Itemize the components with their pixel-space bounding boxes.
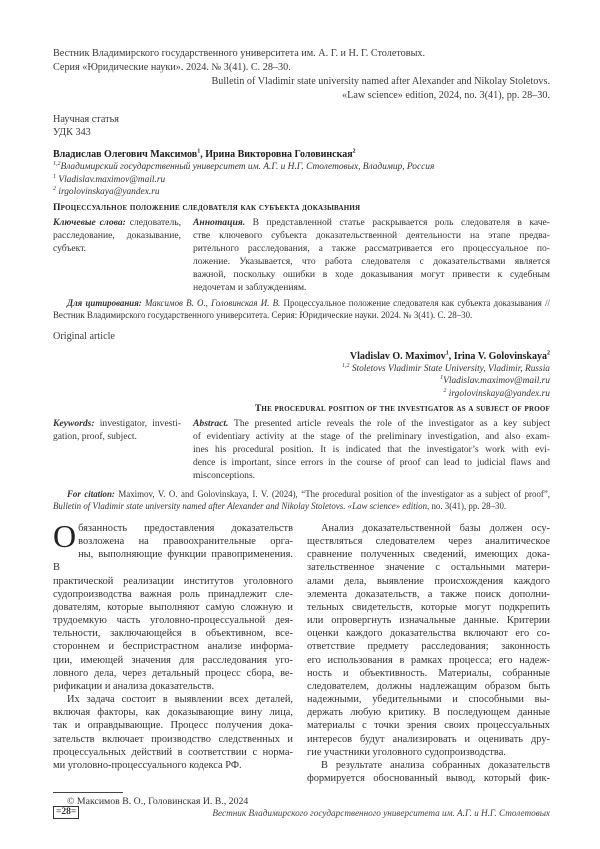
- sup: 2: [547, 350, 550, 356]
- en-article-type: Original article: [53, 330, 550, 344]
- abstract-lines: [193, 229, 550, 294]
- header-en-line2: «Law science» edition, 2024, no. 3(41), pp. 28–30.: [53, 89, 550, 103]
- copyright: © Максимов В. О., Головинская И. В., 2024: [53, 796, 293, 808]
- text-line: рификации и анализа доказательств.: [53, 680, 293, 693]
- text-line: оценки каждого доказательства включают его со-: [307, 627, 550, 640]
- text-line: интересов будут анализировать и оценивать дру-: [307, 733, 550, 746]
- paragraph: [307, 522, 550, 759]
- abstract-text: The presented article reveals the role of the investigator as a key subject: [234, 418, 550, 429]
- text-line: of evidentiary activity at the stage of the preliminary investigation, and also exam-: [193, 430, 550, 443]
- text-line: важной, поскольку ошибки в ходе доказывания могут привести к судебным: [193, 268, 550, 281]
- text-line: тельных свидетельств, которые могут подкрепить: [307, 601, 550, 614]
- email-link[interactable]: Vladislav.maximov@mail.ru: [443, 376, 550, 386]
- text-line: стве ключевого субъекта доказательственной деятельности на этапе предва-: [193, 229, 550, 242]
- text-line: ществляться следователем через аналитическое: [307, 535, 550, 548]
- en-citation: [53, 488, 550, 512]
- text-line: ответствие предмету расследования; законность: [307, 640, 550, 653]
- footer-journal: Вестник Владимирского государственного университета им. А.Г. и Н.Г. Столетовых: [212, 807, 550, 819]
- abstract-label: Abstract.: [193, 418, 228, 429]
- citation-label: Для цитирования:: [67, 298, 142, 308]
- keywords-text: investigator, investi-: [100, 418, 181, 429]
- text-line: его использования в рамках процесса; его надеж-: [307, 654, 550, 667]
- sup: 1: [53, 173, 56, 179]
- text-line: алами дела, выявление происхождения каждого: [307, 575, 550, 588]
- article-meta: [53, 113, 550, 139]
- text-line: ines his procedural position. It is indicated that the investigator’s work with evi-: [193, 443, 550, 456]
- text-line: гие участники уголовного судопроизводства.: [307, 746, 550, 759]
- sup: 1: [446, 350, 449, 356]
- text-line: трудоемкую часть уголовно-процессуальной дея-: [53, 614, 293, 627]
- body-right-column: [307, 522, 550, 808]
- text-line: сравнение полученных сведений, имеющих дока-: [307, 548, 550, 561]
- ru-citation: [53, 297, 550, 321]
- text-line: ложение. Указывается, что работа следователя с доказательствами является: [193, 255, 550, 268]
- text-line: ции, имеющей значения для расследования уго-: [53, 654, 293, 667]
- text-line: бязанность предоставления доказательств: [53, 522, 293, 535]
- affiliation-text: Владимирский государственный университет им. А.Г. и Н.Г. Столетовых, Владимир, Россия: [61, 162, 435, 172]
- author-2: Irina V. Golovinskaya: [454, 351, 547, 362]
- sup: 2: [53, 186, 56, 192]
- ru-email-2: [53, 186, 550, 199]
- text-line: практической реализации институтов уголовного: [53, 575, 293, 588]
- front-matter: [53, 47, 550, 808]
- en-abstract: [193, 417, 550, 482]
- text-line: ны, выполняющие функции правоприменения. В: [53, 548, 293, 574]
- keywords-text: субъект.: [53, 242, 181, 255]
- article-type: Научная статья: [53, 113, 550, 126]
- text-line: включая факторы, как доказывающие вину лица,: [53, 706, 293, 719]
- text-line: возложена на правоохранительные орга-: [53, 535, 293, 548]
- header-ru-line2: Серия «Юридические науки». 2024. № 3(41). С. 28–30.: [53, 61, 550, 75]
- sup: 1,2: [342, 362, 350, 368]
- ru-email-1: [53, 174, 550, 187]
- citation-issue: no. 3(41), pp. 28–30.: [431, 501, 506, 511]
- keywords-text: расследование, доказывание,: [53, 229, 181, 242]
- body-left-column: [53, 522, 293, 808]
- email-link[interactable]: irgolovinskaya@yandex.ru: [449, 389, 550, 399]
- text-line: стороннем и беспристрастном анализе информа-: [53, 640, 293, 653]
- author-1: Владислав Олегович Максимов: [53, 149, 197, 160]
- keywords-text: gation, proof, subject.: [53, 430, 181, 443]
- abstract-label: Аннотация.: [193, 217, 245, 228]
- en-email-1: [53, 375, 550, 388]
- text-line: dence is important, since errors in the course of proof can lead to judicial flaws and: [193, 456, 550, 469]
- email-link[interactable]: irgolovinskaya@yandex.ru: [58, 187, 159, 197]
- en-article-title: The procedural position of the investigator as a subject of proof: [53, 402, 550, 415]
- paragraph: [53, 522, 293, 693]
- text-line: надежными, убедительными и способными вы-: [307, 693, 550, 706]
- text-line: ми уголовно-процессуального кодекса РФ.: [53, 759, 293, 772]
- ru-keywords-abstract: [53, 216, 550, 294]
- text-line: рительного расследования, а также рассматривается его процессуальное по-: [193, 242, 550, 255]
- text-line: так и оправдывающие. Процесс получения дока-: [53, 719, 293, 732]
- text-line: ность и объективность. Материалы, собранные: [307, 667, 550, 680]
- text-line: элемента доказательств, а также поиск дополни-: [307, 588, 550, 601]
- left-paragraphs: [53, 522, 293, 772]
- udk: УДК 343: [53, 126, 550, 139]
- text-line: или опровергнуть изначальные данные. Критерии: [307, 614, 550, 627]
- header-ru-line1: Вестник Владимирского государственного университета им. А. Г. и Н. Г. Столетовых.: [53, 47, 550, 61]
- author-1: Vladislav O. Maximov: [350, 351, 446, 362]
- text-line: ловного дела, через детальный процесс сбора, ве-: [53, 667, 293, 680]
- en-keywords: [53, 417, 181, 482]
- keywords-text: следователь,: [130, 217, 181, 228]
- drop-cap: О: [53, 523, 76, 549]
- text-line: недочетам и заблуждениям.: [193, 281, 550, 294]
- en-authors: Vladislav O. Maximov1, Irina V. Golovinskaya2: [53, 350, 550, 363]
- text-line: зательственное значение с остальными матери-: [307, 561, 550, 574]
- abstract-lines: [193, 430, 550, 482]
- en-affiliation: [53, 363, 550, 376]
- citation-text: Maximov, V. O. and Golovinskaya, I. V. (2024), “The procedural position of the investigator as a subject of proof”,: [118, 489, 550, 499]
- journal-header: [53, 47, 550, 103]
- author-2: Ирина Викторовна Головинская: [205, 149, 352, 160]
- right-paragraphs: [307, 522, 550, 785]
- text-line: судопроизводства важная роль принадлежит сле-: [53, 588, 293, 601]
- ru-affiliation: [53, 161, 550, 174]
- text-line: зательств включает производство следственных и: [53, 733, 293, 746]
- abstract-text: В представленной статье раскрывается роль следователя в каче-: [253, 217, 550, 228]
- page-footer: [53, 806, 550, 819]
- text-line: дователям, которые выполняют самую сложную и: [53, 601, 293, 614]
- citation-label: For citation:: [67, 489, 115, 499]
- citation-text: Процессуальное положение следователя как субъекта доказывания // Вестник Владимирского государственного университета. Серия: Юридические науки. 2024. № 3(41). С. 28–30.: [53, 298, 550, 320]
- ru-authors-block: [53, 148, 550, 199]
- text-line: материалы с точки зрения своих процессуальных: [307, 719, 550, 732]
- paragraph: [53, 693, 293, 772]
- keywords-label: Keywords:: [53, 418, 95, 429]
- ru-authors: Владислав Олегович Максимов1, Ирина Викторовна Головинская2: [53, 148, 550, 161]
- text-line: Их задача состоит в выявлении всех деталей,: [53, 693, 293, 706]
- citation-journal: Bulletin of Vladimir state university named after Alexander and Nikolay Stoletovs. «Law science» edition,: [53, 501, 429, 511]
- sup: 1: [197, 149, 200, 155]
- text-line: держать любую критику. В последующем данные: [307, 706, 550, 719]
- text-line: тельности, заключающейся в объективном, все-: [53, 627, 293, 640]
- text-line: misconceptions.: [193, 469, 550, 482]
- text-line: В результате анализа собранных доказательств: [307, 759, 550, 772]
- ru-abstract: [193, 216, 550, 294]
- page-number: =28=: [53, 806, 79, 819]
- sup: 1,2: [53, 161, 61, 167]
- sup: 2: [353, 149, 356, 155]
- affiliation-text: Stoletovs Vladimir State University, Vladimir, Russia: [352, 364, 550, 374]
- text-line: процессуальных действий в соответствии с норма-: [53, 746, 293, 759]
- text-line: следователем, должны надлежащим образом быть: [307, 680, 550, 693]
- en-keywords-abstract: [53, 417, 550, 482]
- keywords-label: Ключевые слова:: [53, 217, 126, 228]
- footnote-rule: [53, 792, 123, 793]
- paragraph: [307, 759, 550, 785]
- text-line: Анализ доказательственной базы должен осу-: [307, 522, 550, 535]
- ru-article-title: Процессуальное положение следователя как субъекта доказывания: [53, 201, 550, 214]
- body-columns: [53, 522, 550, 808]
- email-link[interactable]: Vladislav.maximov@mail.ru: [58, 175, 165, 185]
- en-email-2: [53, 388, 550, 401]
- sup: 2: [443, 387, 446, 393]
- en-authors-block: [53, 350, 550, 401]
- header-en-line1: Bulletin of Vladimir state university named after Alexander and Nikolay Stoletovs.: [53, 75, 550, 89]
- sup: 1: [440, 375, 443, 381]
- text-line: формируется обоснованный вывод, который фик-: [307, 772, 550, 785]
- ru-keywords: [53, 216, 181, 294]
- citation-authors: Максимов В. О., Головинская И. В.: [145, 298, 280, 308]
